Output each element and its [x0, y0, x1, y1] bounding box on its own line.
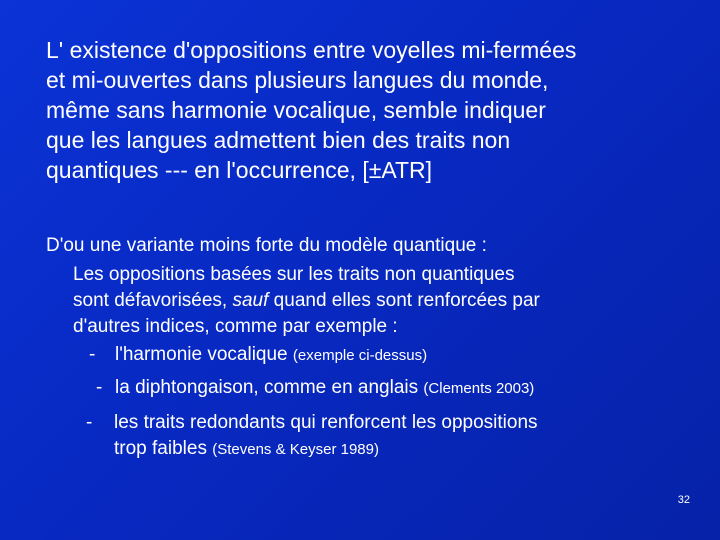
bullet-reference: (Stevens & Keyser 1989)	[212, 441, 379, 458]
bullet-continuation	[114, 436, 538, 463]
bullet-main: les traits redondants qui renforcent les oppositions	[114, 412, 538, 433]
bullet-reference: (exemple ci-dessus)	[292, 347, 428, 364]
bullet-text	[115, 342, 427, 369]
para-line: d'autres indices, comme par exemple :	[73, 316, 398, 337]
explanation-paragraph	[73, 262, 713, 340]
bullet-text	[115, 375, 534, 402]
page-number: 32	[677, 494, 690, 506]
intro-line: quantiques --- en l'occurrence, [±ATR]	[46, 157, 433, 183]
bullet-text	[114, 410, 538, 463]
intro-line: et mi-ouvertes dans plusieurs langues du monde,	[46, 67, 549, 93]
para-line: Les oppositions basées sur les traits non quantiques	[73, 264, 515, 285]
bullet-main: la diphtongaison, comme en anglais	[115, 377, 424, 398]
bullet-item	[86, 410, 706, 462]
bullet-reference: (Clements 2003)	[423, 380, 535, 397]
bullet-item	[89, 342, 689, 368]
emphasis-sauf: sauf	[232, 290, 269, 311]
para-text: quand elles sont renforcées par	[268, 290, 540, 311]
para-text: sont défavorisées,	[73, 290, 233, 311]
intro-line: L' existence d'oppositions entre voyelles mi-fermées	[46, 37, 577, 63]
intro-line: même sans harmonie vocalique, semble indiquer	[46, 97, 546, 123]
intro-line: que les langues admettent bien des traits non	[46, 127, 511, 153]
bullet-dash: -	[89, 344, 96, 365]
intro-paragraph	[46, 35, 706, 185]
bullet-dash: -	[86, 412, 93, 433]
bullet-dash: -	[96, 377, 103, 398]
bullet-item	[96, 375, 696, 401]
bullet-main: l'harmonie vocalique	[115, 344, 293, 365]
bullet-main: trop faibles	[114, 438, 213, 459]
para-line	[73, 288, 713, 314]
lead-line: D'ou une variante moins forte du modèle quantique :	[46, 235, 487, 256]
